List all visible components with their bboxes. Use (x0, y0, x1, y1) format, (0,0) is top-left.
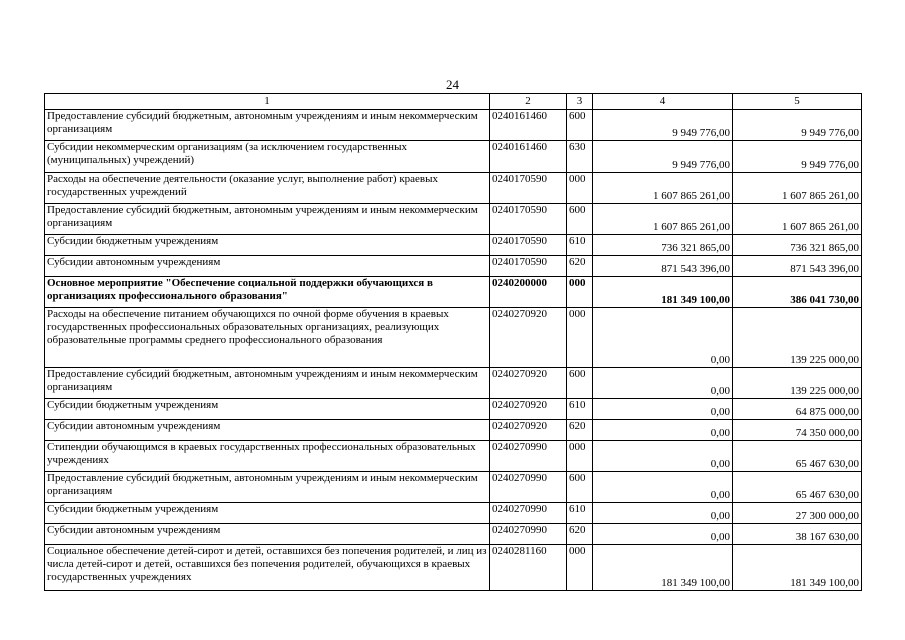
row-code: 0240270920 (490, 368, 567, 399)
row-name: Основное мероприятие "Обеспечение социальной поддержки обучающихся в организациях профессионального образования" (45, 277, 490, 308)
row-name: Субсидии автономным учреждениям (45, 524, 490, 545)
row-sum-col5: 736 321 865,00 (733, 235, 862, 256)
column-header-2: 2 (490, 94, 567, 110)
row-sum-col4: 1 607 865 261,00 (593, 173, 733, 204)
row-sum-col5: 27 300 000,00 (733, 503, 862, 524)
row-name: Субсидии бюджетным учреждениям (45, 503, 490, 524)
table-row (45, 545, 862, 591)
row-sum-col5: 139 225 000,00 (733, 308, 862, 368)
row-sum-col4: 736 321 865,00 (593, 235, 733, 256)
row-name: Субсидии бюджетным учреждениям (45, 399, 490, 420)
row-name: Расходы на обеспечение деятельности (оказание услуг, выполнение работ) краевых государственных учреждений (45, 173, 490, 204)
row-code: 0240161460 (490, 110, 567, 141)
table-row (45, 141, 862, 173)
column-header-5: 5 (733, 94, 862, 110)
row-expense-type: 600 (567, 110, 593, 141)
table-row-main-activity (45, 277, 862, 308)
row-code: 0240161460 (490, 141, 567, 173)
column-header-3: 3 (567, 94, 593, 110)
row-code: 0240200000 (490, 277, 567, 308)
row-sum-col4: 0,00 (593, 368, 733, 399)
row-expense-type: 000 (567, 173, 593, 204)
row-code: 0240170590 (490, 173, 567, 204)
table-row (45, 256, 862, 277)
row-code: 0240270990 (490, 441, 567, 472)
page-number: 24 (446, 77, 459, 92)
row-code: 0240170590 (490, 204, 567, 235)
row-code: 0240270990 (490, 472, 567, 503)
table-row (45, 368, 862, 399)
row-expense-type: 600 (567, 472, 593, 503)
row-code: 0240270920 (490, 420, 567, 441)
row-expense-type: 620 (567, 420, 593, 441)
row-name: Предоставление субсидий бюджетным, автономным учреждениям и иным некоммерческим организациям (45, 368, 490, 399)
row-sum-col4: 181 349 100,00 (593, 277, 733, 308)
table-row (45, 420, 862, 441)
row-sum-col4: 1 607 865 261,00 (593, 204, 733, 235)
row-code: 0240281160 (490, 545, 567, 591)
row-sum-col5: 64 875 000,00 (733, 399, 862, 420)
row-expense-type: 610 (567, 235, 593, 256)
row-name: Расходы на обеспечение питанием обучающихся по очной форме обучения в краевых государственных профессиональных образовательных организациях, реализующих образовательные программы среднего профессионального образования (45, 308, 490, 368)
row-name: Предоставление субсидий бюджетным, автономным учреждениям и иным некоммерческим организациям (45, 472, 490, 503)
row-sum-col5: 9 949 776,00 (733, 141, 862, 173)
row-sum-col4: 181 349 100,00 (593, 545, 733, 591)
budget-table (44, 93, 862, 591)
table-row (45, 503, 862, 524)
row-expense-type: 620 (567, 256, 593, 277)
column-header-row (45, 94, 862, 110)
row-expense-type: 600 (567, 368, 593, 399)
row-sum-col5: 139 225 000,00 (733, 368, 862, 399)
row-sum-col4: 0,00 (593, 420, 733, 441)
row-sum-col4: 9 949 776,00 (593, 110, 733, 141)
row-name: Предоставление субсидий бюджетным, автономным учреждениям и иным некоммерческим организациям (45, 204, 490, 235)
table-row (45, 235, 862, 256)
row-sum-col5: 1 607 865 261,00 (733, 204, 862, 235)
row-sum-col4: 871 543 396,00 (593, 256, 733, 277)
row-name: Субсидии автономным учреждениям (45, 420, 490, 441)
row-expense-type: 600 (567, 204, 593, 235)
table-row (45, 110, 862, 141)
row-sum-col5: 386 041 730,00 (733, 277, 862, 308)
table-row (45, 399, 862, 420)
row-expense-type: 610 (567, 503, 593, 524)
table-row (45, 204, 862, 235)
row-expense-type: 000 (567, 308, 593, 368)
row-sum-col5: 38 167 630,00 (733, 524, 862, 545)
row-expense-type: 630 (567, 141, 593, 173)
table-row (45, 524, 862, 545)
row-expense-type: 620 (567, 524, 593, 545)
row-sum-col4: 0,00 (593, 399, 733, 420)
row-sum-col5: 65 467 630,00 (733, 441, 862, 472)
row-code: 0240270920 (490, 308, 567, 368)
row-code: 0240270920 (490, 399, 567, 420)
table-row (45, 441, 862, 472)
row-sum-col4: 0,00 (593, 472, 733, 503)
row-sum-col5: 1 607 865 261,00 (733, 173, 862, 204)
row-expense-type: 000 (567, 545, 593, 591)
row-name: Социальное обеспечение детей-сирот и детей, оставшихся без попечения родителей, и лиц из числа детей-сирот и детей, оставшихся без попечения родителей, обучающихся в краевых государственных учреждениях (45, 545, 490, 591)
row-sum-col5: 9 949 776,00 (733, 110, 862, 141)
row-expense-type: 000 (567, 441, 593, 472)
row-code: 0240170590 (490, 235, 567, 256)
row-sum-col5: 871 543 396,00 (733, 256, 862, 277)
row-name: Субсидии бюджетным учреждениям (45, 235, 490, 256)
row-code: 0240270990 (490, 503, 567, 524)
column-header-4: 4 (593, 94, 733, 110)
row-code: 0240170590 (490, 256, 567, 277)
row-sum-col4: 0,00 (593, 503, 733, 524)
row-name: Стипендии обучающимся в краевых государственных профессиональных образовательных учреждениях (45, 441, 490, 472)
row-sum-col5: 181 349 100,00 (733, 545, 862, 591)
table-row (45, 173, 862, 204)
row-code: 0240270990 (490, 524, 567, 545)
row-sum-col4: 9 949 776,00 (593, 141, 733, 173)
table-row (45, 308, 862, 368)
row-name: Субсидии некоммерческим организациям (за исключением государственных (муниципальных) учреждений) (45, 141, 490, 173)
row-sum-col4: 0,00 (593, 441, 733, 472)
column-header-1: 1 (45, 94, 490, 110)
table-row (45, 472, 862, 503)
row-name: Предоставление субсидий бюджетным, автономным учреждениям и иным некоммерческим организациям (45, 110, 490, 141)
row-expense-type: 000 (567, 277, 593, 308)
row-sum-col5: 65 467 630,00 (733, 472, 862, 503)
row-sum-col5: 74 350 000,00 (733, 420, 862, 441)
row-sum-col4: 0,00 (593, 308, 733, 368)
row-name: Субсидии автономным учреждениям (45, 256, 490, 277)
row-sum-col4: 0,00 (593, 524, 733, 545)
row-expense-type: 610 (567, 399, 593, 420)
